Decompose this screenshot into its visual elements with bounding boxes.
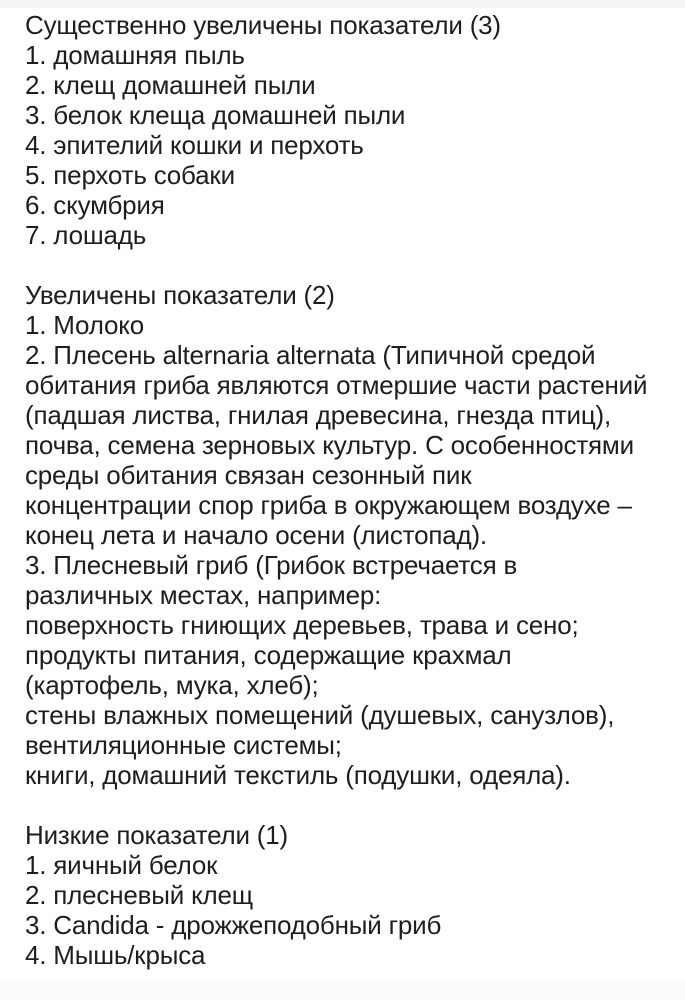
list-line: 5. перхоть собаки <box>25 160 235 190</box>
list-line: поверхность гниющих деревьев, трава и сено; <box>25 610 579 640</box>
text-section <box>25 280 685 790</box>
list-line: концентрации спор гриба в окружающем воздухе – <box>25 490 632 520</box>
section-header: Увеличены показатели (2) <box>25 280 335 310</box>
text-content <box>25 10 685 970</box>
list-line: среды обитания связан сезонный пик <box>25 460 472 490</box>
list-line: 4. Мышь/крыса <box>25 940 206 970</box>
top-edge-strip <box>0 0 685 8</box>
list-line: (падшая листва, гнилая древесина, гнезда птиц), <box>25 400 611 430</box>
list-line: 1. домашняя пыль <box>25 40 245 70</box>
section-header: Существенно увеличены показатели (3) <box>25 10 501 40</box>
section-header: Низкие показатели (1) <box>25 820 288 850</box>
list-line: продукты питания, содержащие крахмал <box>25 640 512 670</box>
list-line: 1. Молоко <box>25 310 144 340</box>
list-line: 3. белок клеща домашней пыли <box>25 100 406 130</box>
list-line: (картофель, мука, хлеб); <box>25 670 319 700</box>
list-line: различных местах, например: <box>25 580 382 610</box>
list-line: 2. Плесень alternaria alternata (Типичной средой <box>25 340 596 370</box>
list-line: книги, домашний текстиль (подушки, одеяла). <box>25 760 571 790</box>
list-line: 1. яичный белок <box>25 850 218 880</box>
list-line: почва, семена зерновых культур. С особенностями <box>25 430 634 460</box>
list-line: 7. лошадь <box>25 220 147 250</box>
text-section <box>25 10 685 250</box>
list-line: конец лета и начало осени (листопад). <box>25 520 487 550</box>
list-line: обитания гриба являются отмершие части растений <box>25 370 648 400</box>
list-line: 2. плесневый клещ <box>25 880 253 910</box>
list-line: 3. Плесневый гриб (Грибок встречается в <box>25 550 518 580</box>
list-line: 4. эпителий кошки и перхоть <box>25 130 364 160</box>
list-line: 6. скумбрия <box>25 190 165 220</box>
list-line: вентиляционные системы; <box>25 730 342 760</box>
bottom-edge-strip <box>0 978 685 1000</box>
list-line: 3. Candida - дрожжеподобный гриб <box>25 910 442 940</box>
list-line: стены влажных помещений (душевых, санузлов), <box>25 700 615 730</box>
list-line: 2. клещ домашней пыли <box>25 70 316 100</box>
text-section <box>25 820 685 970</box>
